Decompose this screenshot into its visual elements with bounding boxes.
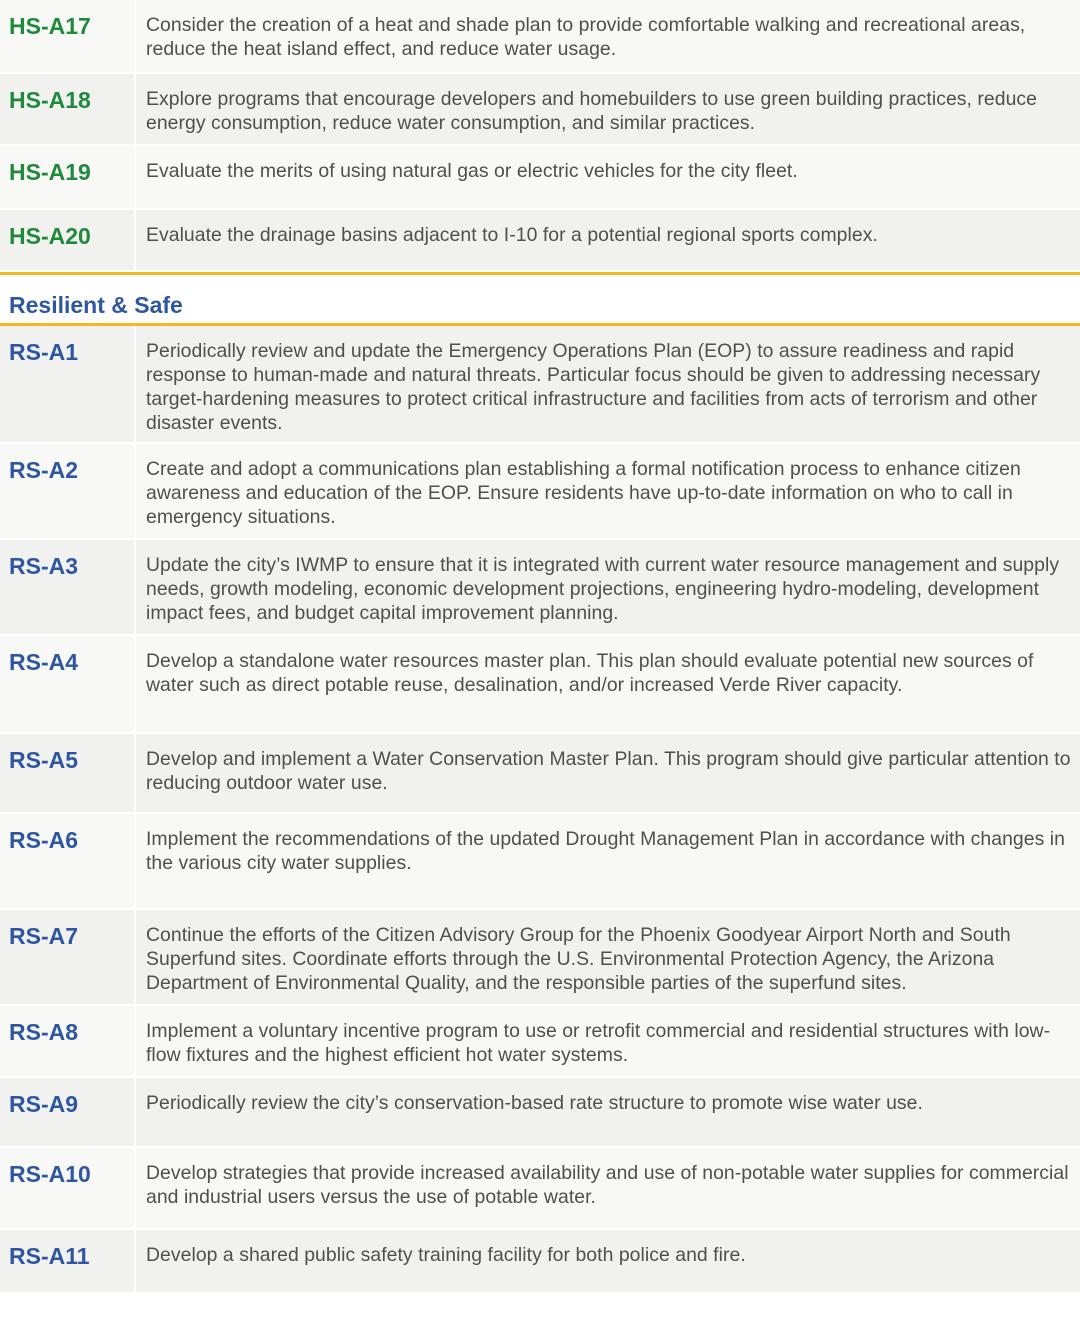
action-code: RS-A4	[0, 636, 136, 732]
action-description: Evaluate the drainage basins adjacent to I-10 for a potential regional sports complex.	[146, 224, 878, 246]
table-row	[0, 1230, 1080, 1294]
action-code: RS-A9	[0, 1078, 136, 1146]
action-code: RS-A7	[0, 910, 136, 1004]
action-description: Create and adopt a communications plan establishing a formal notification process to enhance citizen awareness and education of the EOP. Ensure residents have up-to-date information on who to call in emergency situations.	[146, 458, 1021, 528]
action-description: Develop a standalone water resources master plan. This plan should evaluate potential new sources of water such as direct potable reuse, desalination, and/or increased Verde River capacity.	[146, 650, 1034, 696]
action-description: Implement the recommendations of the updated Drought Management Plan in accordance with changes in the various city water supplies.	[146, 828, 1065, 874]
action-code: HS-A18	[0, 74, 136, 144]
action-code: HS-A17	[0, 0, 136, 72]
action-code: RS-A10	[0, 1148, 136, 1228]
action-description: Periodically review and update the Emergency Operations Plan (EOP) to assure readiness and rapid response to human-made and natural threats. Particular focus should be given to addressing necessary target-hardening measures to protect critical infrastructure and facilities from acts of terrorism and other disaster events.	[146, 340, 1041, 434]
action-description: Evaluate the merits of using natural gas or electric vehicles for the city fleet.	[146, 160, 798, 182]
action-code: HS-A19	[0, 146, 136, 208]
table-row	[0, 1148, 1080, 1230]
table-row	[0, 0, 1080, 74]
action-code: RS-A6	[0, 814, 136, 908]
action-description: Update the city’s IWMP to ensure that it is integrated with current water resource management and supply needs, growth modeling, economic development projections, engineering hydro-modeling, development impact fees, and budget capital improvement planning.	[146, 554, 1060, 624]
action-code: RS-A8	[0, 1006, 136, 1076]
table-row	[0, 910, 1080, 1006]
table-row	[0, 1006, 1080, 1078]
action-description: Develop a shared public safety training facility for both police and fire.	[146, 1244, 746, 1266]
action-description: Periodically review the city’s conservation-based rate structure to promote wise water use.	[146, 1092, 923, 1114]
action-code: HS-A20	[0, 210, 136, 270]
table-row	[0, 210, 1080, 272]
action-description: Implement a voluntary incentive program to use or retrofit commercial and residential structures with low-flow fixtures and the highest efficient hot water systems.	[146, 1020, 1051, 1066]
table-row	[0, 326, 1080, 444]
action-description: Continue the efforts of the Citizen Advisory Group for the Phoenix Goodyear Airport North and South Superfund sites. Coordinate efforts through the U.S. Environmental Protection Agency, the Arizona Department of Environmental Quality, and the responsible parties of the superfund sites.	[146, 924, 1011, 994]
table-row	[0, 74, 1080, 146]
action-code: RS-A2	[0, 444, 136, 538]
action-code: RS-A1	[0, 326, 136, 442]
table-row	[0, 814, 1080, 910]
section-header	[0, 272, 1080, 326]
action-code: RS-A5	[0, 734, 136, 812]
action-description: Develop strategies that provide increased availability and use of non-potable water supplies for commercial and industrial users versus the use of potable water.	[146, 1162, 1069, 1208]
table-row	[0, 540, 1080, 636]
action-code: RS-A3	[0, 540, 136, 634]
section-title: Resilient & Safe	[9, 292, 183, 318]
action-code: RS-A11	[0, 1230, 136, 1292]
table-row	[0, 444, 1080, 540]
table-row	[0, 636, 1080, 734]
action-description: Develop and implement a Water Conservation Master Plan. This program should give particular attention to reducing outdoor water use.	[146, 748, 1071, 794]
table-row	[0, 734, 1080, 814]
table-row	[0, 146, 1080, 210]
action-description: Explore programs that encourage developers and homebuilders to use green building practices, reduce energy consumption, reduce water consumption, and similar practices.	[146, 88, 1037, 134]
action-description: Consider the creation of a heat and shade plan to provide comfortable walking and recreational areas, reduce the heat island effect, and reduce water usage.	[146, 14, 1026, 60]
table-row	[0, 1078, 1080, 1148]
